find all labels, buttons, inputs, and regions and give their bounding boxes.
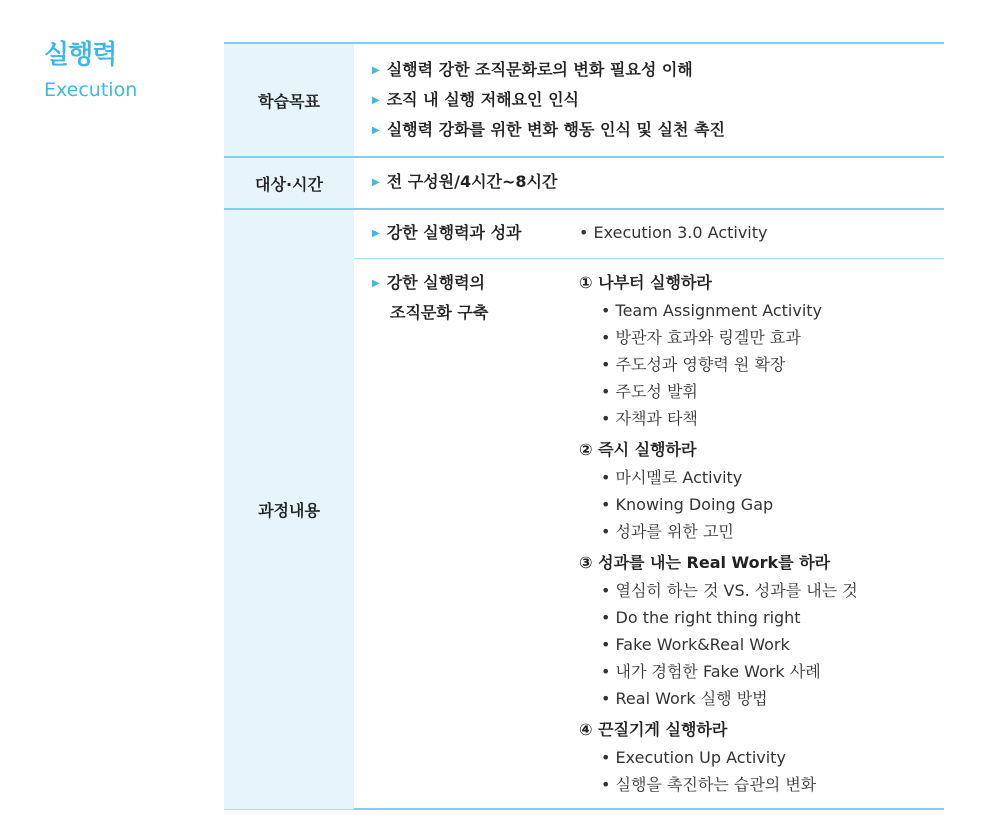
list-item: • Real Work 실행 방법 [601,689,768,708]
section-title: ④ 끈질기게 실행하라 [579,720,728,739]
target-item [372,168,943,198]
goal-item [372,116,943,146]
triangle-right-icon: ▶ [372,228,380,239]
topic-line [372,219,577,249]
goal-label: 학습목표 [224,43,354,157]
list-item: • 내가 경험한 Fake Work 사례 [601,662,821,681]
target-label: 대상·시간 [224,157,354,209]
section-3 [579,549,943,712]
section-title: ③ 성과를 내는 Real Work를 하라 [579,553,831,572]
detail-item: • Execution 3.0 Activity [579,223,768,242]
target-row [224,157,944,209]
goal-row [224,43,944,157]
list-item: • 열심히 하는 것 VS. 성과를 내는 것 [601,581,858,600]
section-title: ② 즉시 실행하라 [579,440,697,459]
goal-item [372,56,943,86]
content-row-1 [224,209,944,259]
content-detail-1 [578,209,944,259]
list-item: • Fake Work&Real Work [601,635,790,654]
list-item: • 방관자 효과와 링겔만 효과 [601,328,801,347]
section-4 [579,716,943,798]
section-title-english: Execution [44,79,138,101]
goal-item-text: 실행력 강한 조직문화로의 변화 필요성 이해 [386,60,693,79]
topic-text: 강한 실행력과 성과 [386,223,522,242]
goal-item [372,86,943,116]
topic-text-line2: 조직문화 구축 [390,303,489,322]
target-content [354,157,944,209]
triangle-right-icon: ▶ [372,278,380,289]
content-label: 과정내용 [224,209,354,809]
list-item: • Knowing Doing Gap [601,495,774,514]
triangle-right-icon: ▶ [372,177,380,188]
section-title: ① 나부터 실행하라 [579,273,712,292]
section-title [44,40,137,102]
list-item: • 주도성과 영향력 원 확장 [601,355,786,374]
topic-text: 강한 실행력의 [386,273,486,292]
section-2 [579,436,943,545]
triangle-right-icon: ▶ [372,125,380,136]
list-item: • 마시멜로 Activity [601,468,743,487]
list-item: • Execution Up Activity [601,748,786,767]
topic-line [372,269,577,299]
list-item: • 자책과 타책 [601,409,698,428]
content-topic-1 [354,209,578,259]
section-title-korean: 실행력 [44,40,117,70]
triangle-right-icon: ▶ [372,65,380,76]
content-detail-2 [578,259,944,810]
course-table [224,42,944,810]
list-item: • 성과를 위한 고민 [601,522,734,541]
list-item: • Do the right thing right [601,608,801,627]
triangle-right-icon: ▶ [372,95,380,106]
list-item: • Team Assignment Activity [601,301,823,320]
goal-item-text: 실행력 강화를 위한 변화 행동 인식 및 실천 촉진 [386,120,725,139]
content-topic-2 [354,259,578,810]
section-1 [579,269,943,432]
list-item: • 주도성 발휘 [601,382,698,401]
list-item: • 실행을 촉진하는 습관의 변화 [601,775,817,794]
goal-item-text: 조직 내 실행 저해요인 인식 [386,90,580,109]
target-value: 전 구성원/4시간~8시간 [386,172,558,191]
goal-content [354,43,944,157]
